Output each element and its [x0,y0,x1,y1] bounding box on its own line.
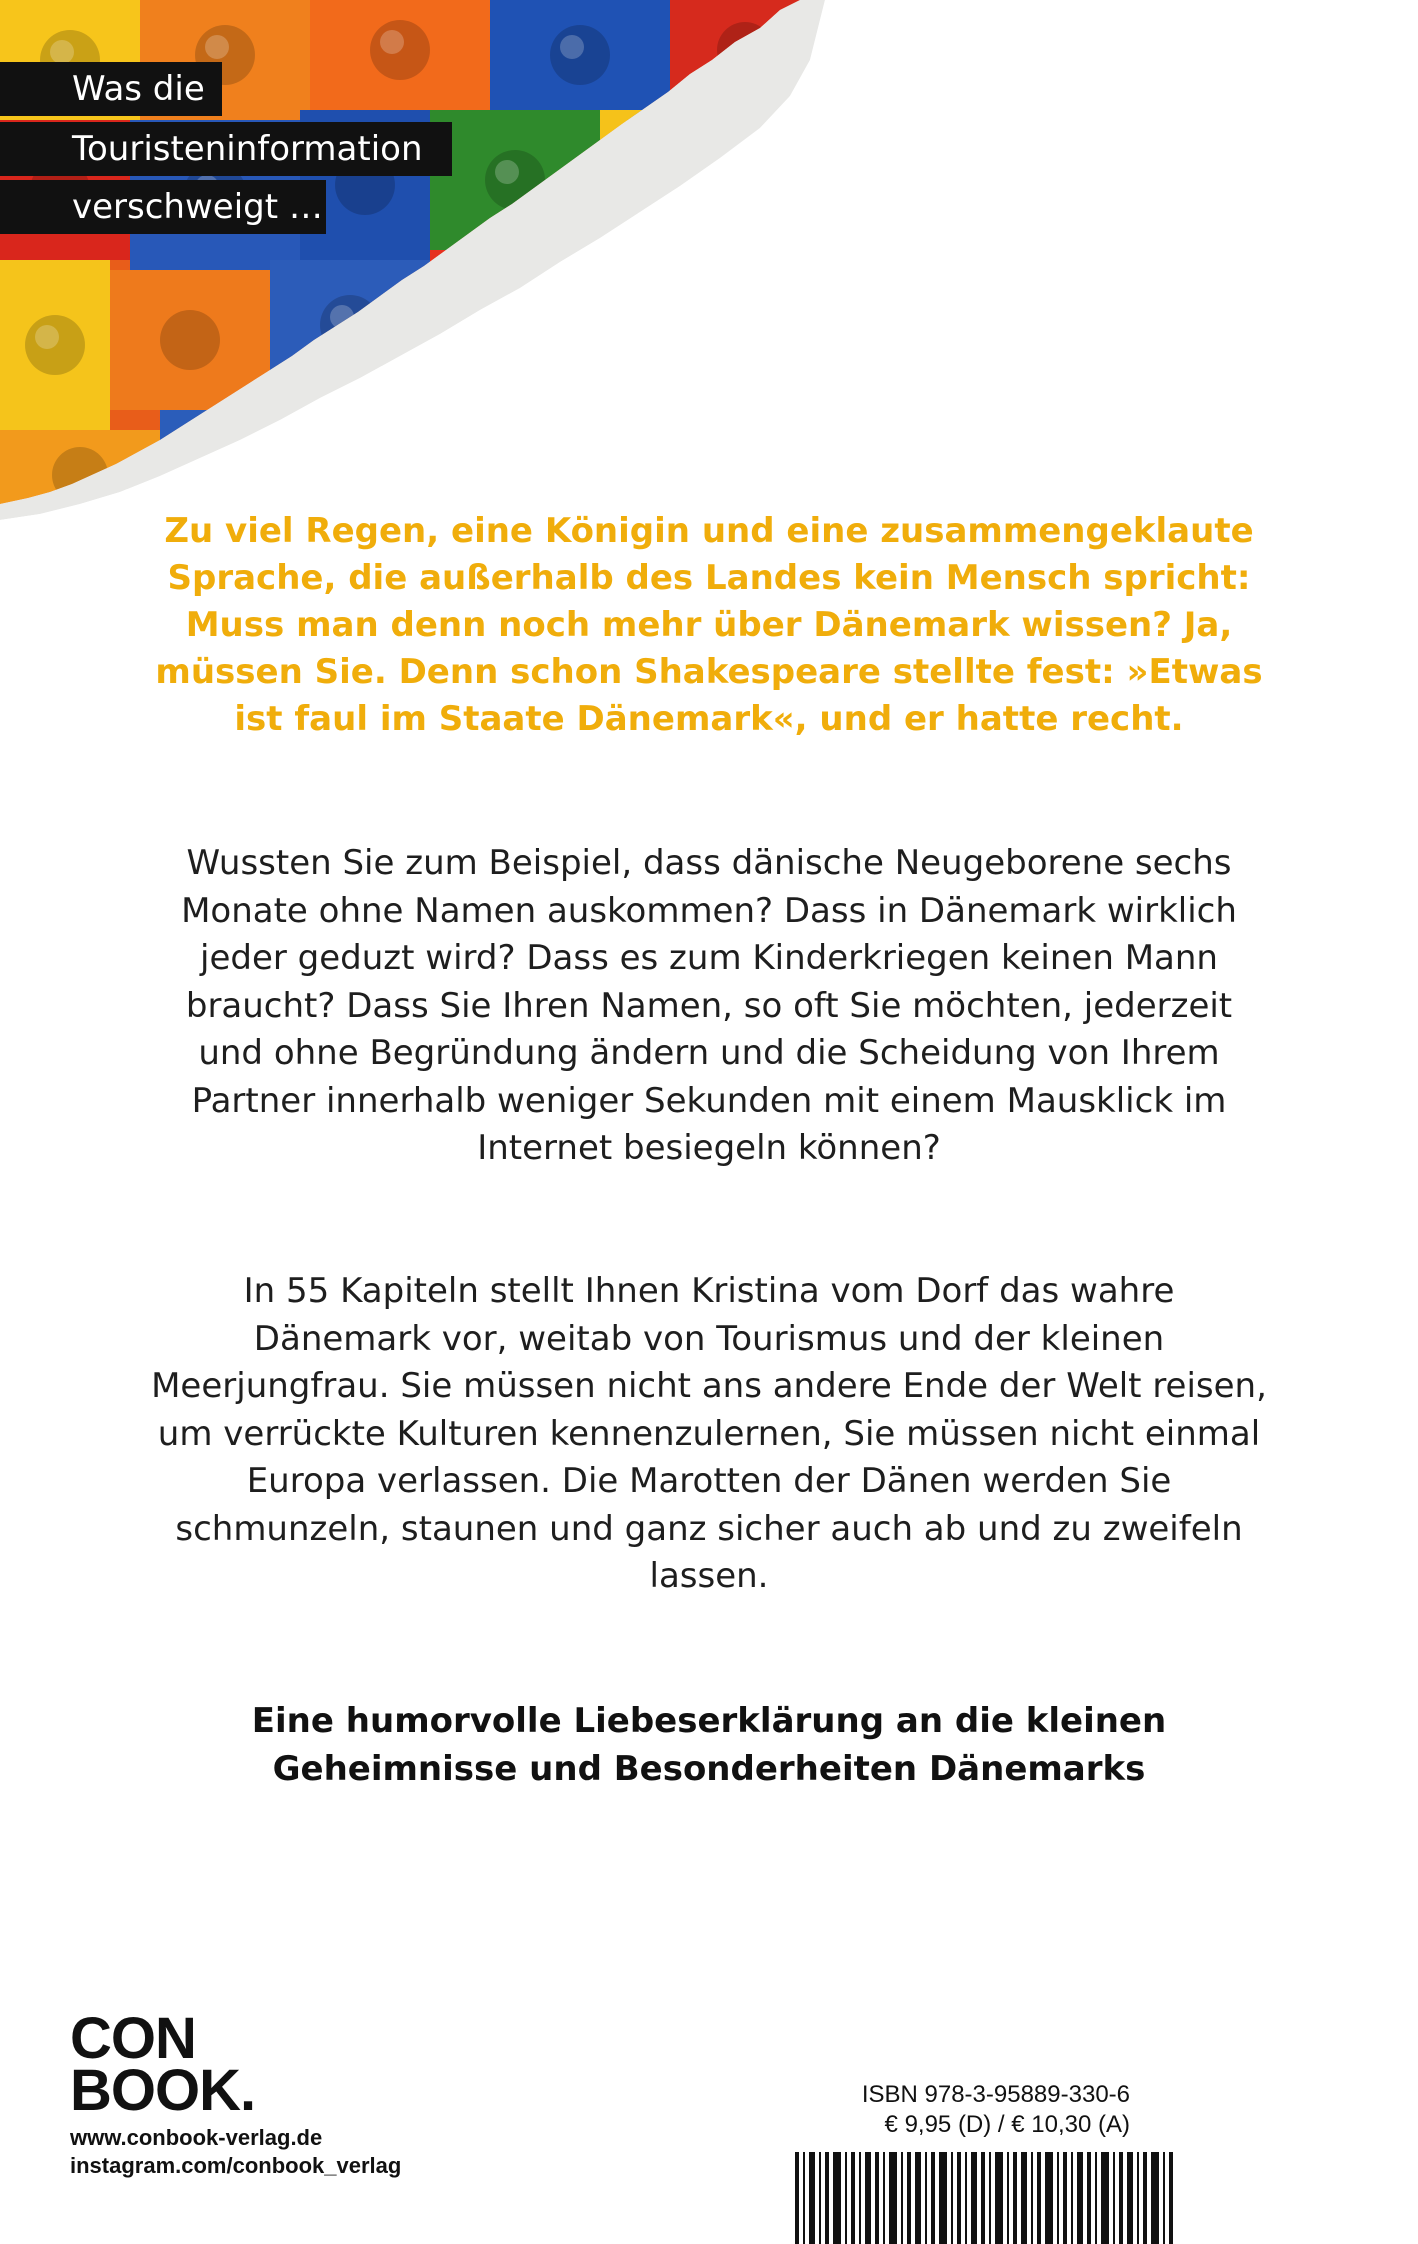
body-paragraph-2: In 55 Kapiteln stellt Ihnen Kristina vom Dorf das wahre Dänemark vor, weitab von Tourismus und der kleinen Meerjungfrau. Sie müssen nicht ans andere Ende der Welt reisen, um verrückte Kulturen kennenzulernen, Sie müssen nicht einmal Europa verlassen. Die Marotten der Dänen werden Sie schmunzeln, staunen und ganz sicher auch ab und zu zweifeln lassen. [151,1271,1267,1596]
logo-line-1: CON [70,2006,196,2071]
instagram-link[interactable]: instagram.com/conbook_verlag [70,2153,402,2178]
isbn-price-block [800,2080,1130,2140]
teaser-line-2: Touristeninformation [0,122,452,176]
teaser-line-3: verschweigt … [0,180,326,234]
tagline: Eine humorvolle Liebeserklärung an die kleinen Geheimnisse und Besonderheiten Dänemarks [251,1701,1167,1789]
barcode-icon [795,2152,1175,2244]
teaser-line-1: Was die [0,62,222,116]
body-paragraph-1: Wussten Sie zum Beispiel, dass dänische Neugeborene sechs Monate ohne Namen auskommen? Dass in Dänemark wirklich jeder geduzt wird? Dass es zum Kinderkriegen keinen Mann braucht? Dass Sie Ihren Namen, so oft Sie möchten, jederzeit und ohne Begründung ändern und die Scheidung von Ihrem Partner innerhalb weniger Sekunden mit einem Mausklick im Internet besiegeln können? [181,843,1237,1168]
logo-line-2: BOOK. [70,2058,256,2123]
price: € 9,95 (D) / € 10,30 (A) [884,2111,1130,2138]
publisher-links [70,2124,401,2180]
lead-text: Zu viel Regen, eine Königin und eine zusammengeklaute Sprache, die außerhalb des Landes kein Mensch spricht: Muss man denn noch mehr über Dänemark wissen? Ja, müssen Sie. Denn schon Shakespeare stellte fest: »Etwas ist faul im Staate Dänemark«, und er hatte recht. [155,511,1263,739]
isbn: ISBN 978-3-95889-330-6 [861,2081,1130,2108]
publisher-logo [70,2006,256,2123]
website-link[interactable]: www.conbook-verlag.de [70,2125,323,2150]
